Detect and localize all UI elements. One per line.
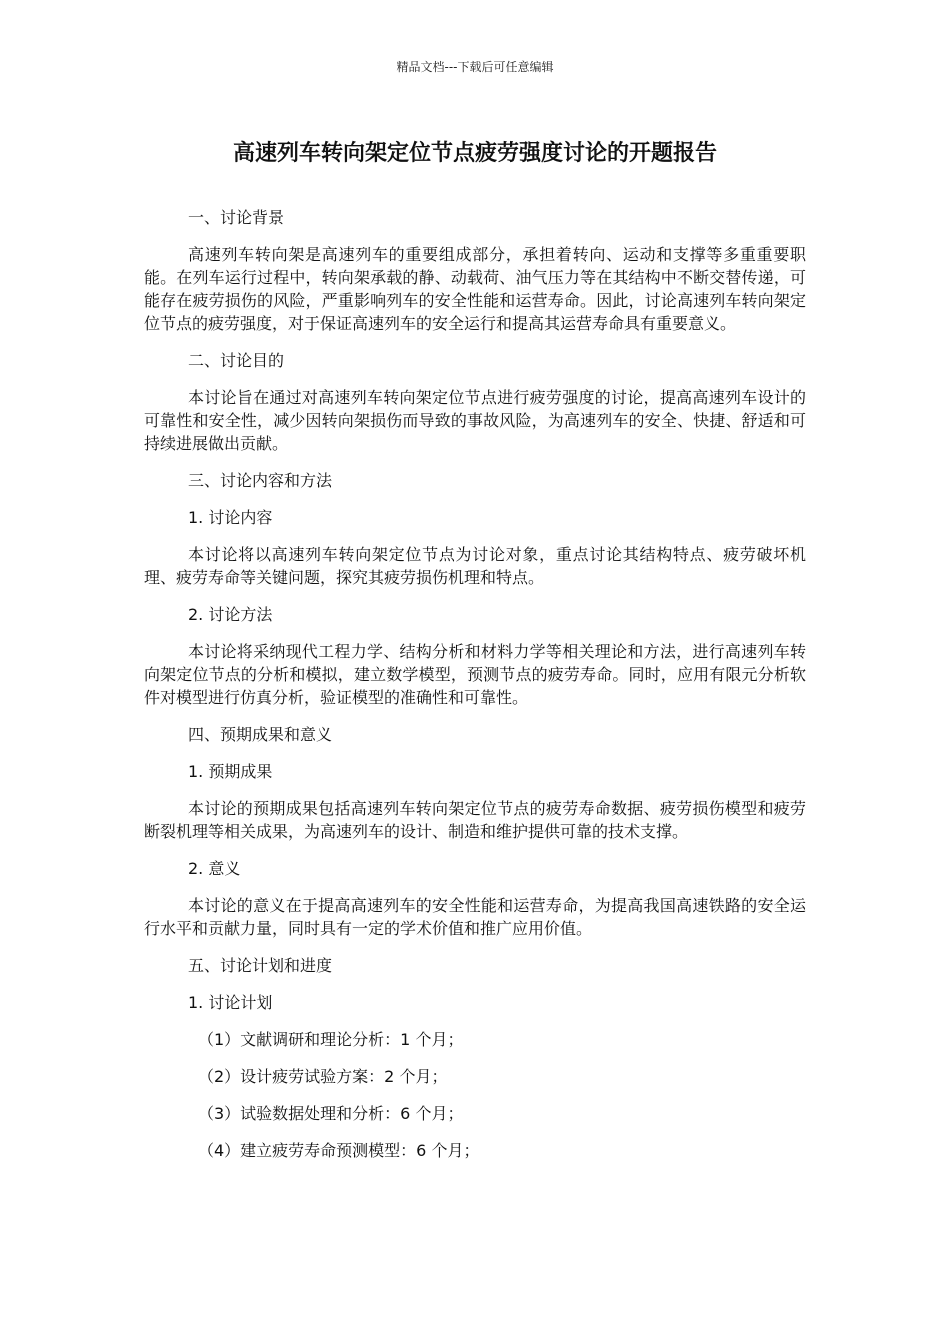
paragraph-method: 本讨论将采纳现代工程力学、结构分析和材料力学等相关理论和方法，进行高速列车转向架定位节点的分析和模拟，建立数学模型，预测节点的疲劳寿命。同时，应用有限元分析软件对模型进行仿真分析，验证模型的准确性和可靠性。 bbox=[144, 642, 806, 707]
subheading-expected: 1. 预期成果 bbox=[188, 762, 273, 781]
paragraph-content: 本讨论将以高速列车转向架定位节点为讨论对象，重点讨论其结构特点、疲劳破坏机理、疲劳寿命等关键问题，探究其疲劳损伤机理和特点。 bbox=[144, 545, 806, 587]
document-title: 高速列车转向架定位节点疲劳强度讨论的开题报告 bbox=[232, 141, 717, 166]
paragraph-background: 高速列车转向架是高速列车的重要组成部分，承担着转向、运动和支撑等多重重要职能。在列车运行过程中，转向架承载的静、动载荷、油气压力等在其结构中不断交替传递，可能存在疲劳损伤的风险，严重影响列车的安全性能和运营寿命。因此，讨论高速列车转向架定位节点的疲劳强度，对于保证高速列车的安全运行和提高其运营寿命具有重要意义。 bbox=[144, 245, 806, 333]
subheading-method: 2. 讨论方法 bbox=[188, 605, 273, 624]
paragraph-significance: 本讨论的意义在于提高高速列车的安全性能和运营寿命，为提高我国高速铁路的安全运行水平和贡献力量，同时具有一定的学术价值和推广应用价值。 bbox=[144, 896, 806, 938]
plan-item: （4）建立疲劳寿命预测模型：6 个月； bbox=[198, 1141, 480, 1160]
subheading-content: 1. 讨论内容 bbox=[188, 508, 273, 527]
plan-item: （3）试验数据处理和分析：6 个月； bbox=[198, 1104, 464, 1123]
document-body bbox=[144, 206, 806, 1176]
section-heading-plan: 五、讨论计划和进度 bbox=[188, 956, 333, 975]
paragraph-expected: 本讨论的预期成果包括高速列车转向架定位节点的疲劳寿命数据、疲劳损伤模型和疲劳断裂机理等相关成果，为高速列车的设计、制造和维护提供可靠的技术支撑。 bbox=[144, 799, 806, 841]
plan-item: （2）设计疲劳试验方案：2 个月； bbox=[198, 1067, 448, 1086]
plan-item: （1）文献调研和理论分析：1 个月； bbox=[198, 1030, 464, 1049]
section-heading-methods: 三、讨论内容和方法 bbox=[188, 471, 333, 490]
subheading-plan: 1. 讨论计划 bbox=[188, 993, 273, 1012]
header-note: 精品文档---下载后可任意编辑 bbox=[396, 60, 554, 74]
section-heading-results: 四、预期成果和意义 bbox=[188, 725, 333, 744]
paragraph-purpose: 本讨论旨在通过对高速列车转向架定位节点进行疲劳强度的讨论，提高高速列车设计的可靠性和安全性，减少因转向架损伤而导致的事故风险，为高速列车的安全、快捷、舒适和可持续进展做出贡献。 bbox=[144, 388, 806, 453]
section-heading-purpose: 二、讨论目的 bbox=[188, 351, 285, 370]
subheading-significance: 2. 意义 bbox=[188, 859, 241, 878]
section-heading-background: 一、讨论背景 bbox=[188, 208, 285, 227]
